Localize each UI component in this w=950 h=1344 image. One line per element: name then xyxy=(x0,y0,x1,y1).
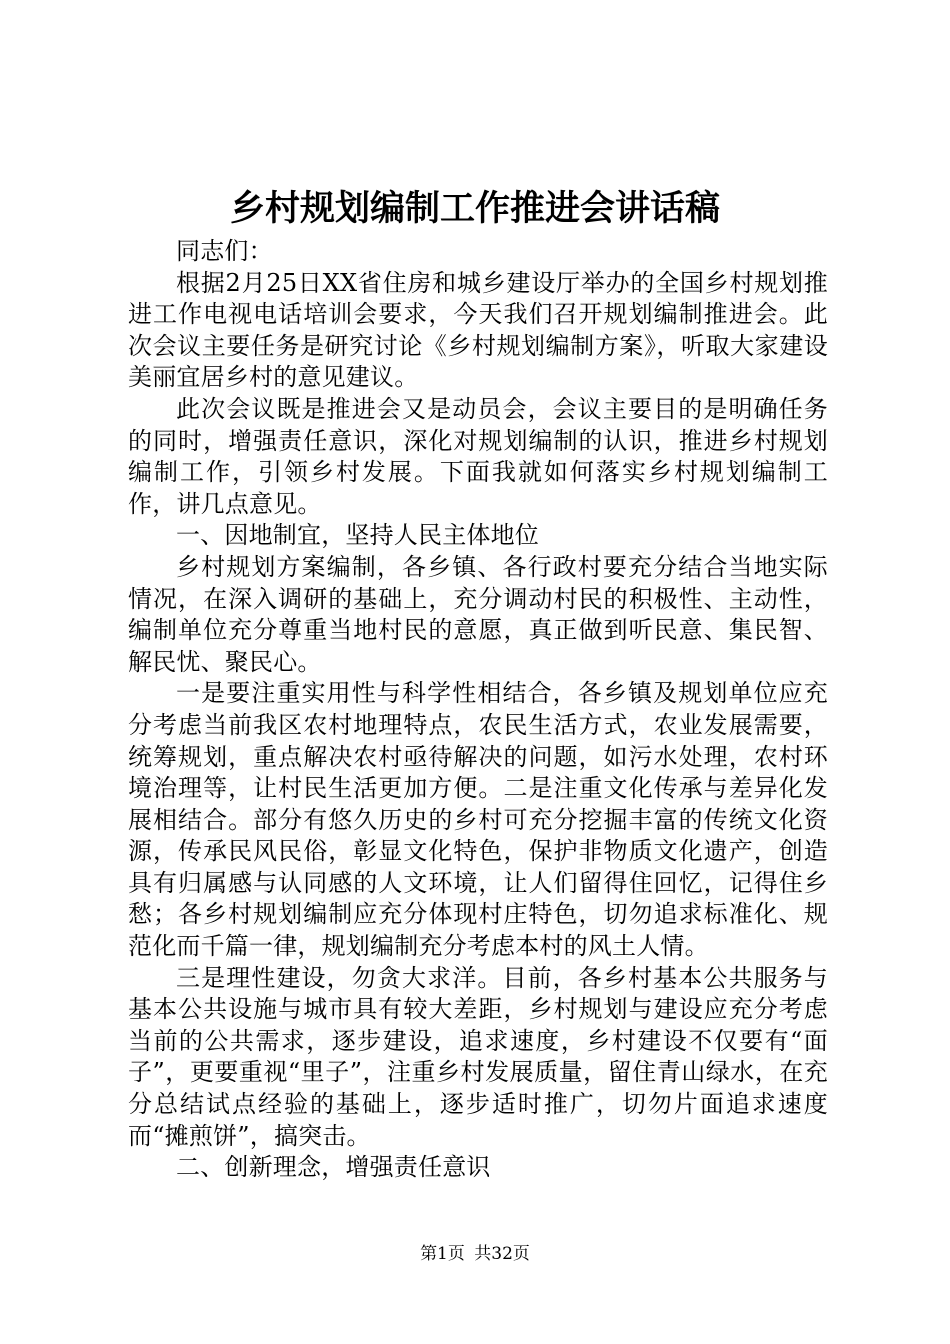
document-title: 乡村规划编制工作推进会讲话稿 xyxy=(229,188,720,229)
salutation: 同志们： xyxy=(176,237,273,265)
paragraph: 一是要注重实用性与科学性相结合，各乡镇及规划单位应充分考虑当前我区农村地理特点，农民生活方式，农业发展需要，统筹规划，重点解决农村亟待解决的问题，如污水处理，农村环境治理等，让村民生活更加方便。二是注重文化传承与差异化发展相结合。部分有悠久历史的乡村可充分挖掘丰富的传统文化资源，传承民风民俗，彰显文化特色，保护非物质文化遗产，创造具有归属感与认同感的人文环境，让人们留得住回忆，记得住乡愁；各乡村规划编制应充分体现村庄特色，切勿追求标准化、规范化而千篇一律，规划编制充分考虑本村的风土人情。 xyxy=(128,679,828,961)
paragraph: 根据2月25日XX省住房和城乡建设厅举办的全国乡村规划推进工作电视电话培训会要求，今天我们召开规划编制推进会。此次会议主要任务是研究讨论《乡村规划编制方案》，听取大家建设美丽宜居乡村的意见建议。 xyxy=(128,268,828,392)
section-heading: 二、创新理念，增强责任意识 xyxy=(176,1153,491,1182)
paragraph: 乡村规划方案编制，各乡镇、各行政村要充分结合当地实际情况，在深入调研的基础上，充分调动村民的积极性、主动性，编制单位充分尊重当地村民的意愿，真正做到听民意、集民智、解民忧、聚民心。 xyxy=(128,552,828,676)
paragraph: 三是理性建设，勿贪大求洋。目前，各乡村基本公共服务与基本公共设施与城市具有较大差距，乡村规划与建设应充分考虑当前的公共需求，逐步建设，追求速度，乡村建设不仅要有“面子”，更要重视“里子”，注重乡村发展质量，留住青山绿水，在充分总结试点经验的基础上，逐步适时推广，切勿片面追求速度而“摊煎饼”，搞突击。 xyxy=(128,963,828,1150)
page-number-footer: 第1页 共32页 xyxy=(420,1244,530,1264)
document-body xyxy=(128,236,828,1184)
section-heading: 一、因地制宜，坚持人民主体地位 xyxy=(176,521,539,550)
paragraph: 此次会议既是推进会又是动员会，会议主要目的是明确任务的同时，增强责任意识，深化对规划编制的认识，推进乡村规划编制工作，引领乡村发展。下面我就如何落实乡村规划编制工作，讲几点意见。 xyxy=(128,394,828,518)
